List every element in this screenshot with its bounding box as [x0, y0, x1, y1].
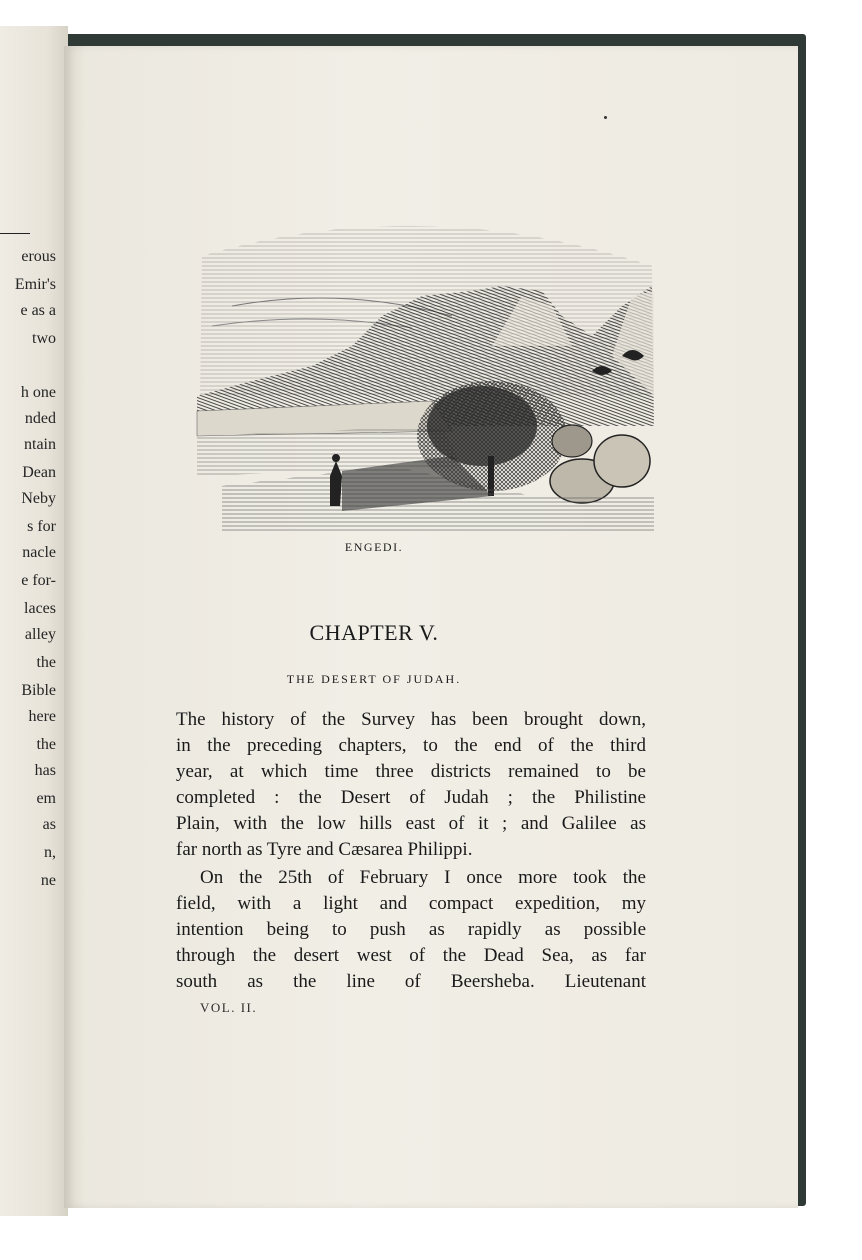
text-line: far north as Tyre and Cæsarea Philippi. [176, 839, 473, 860]
left-page-fragment: two [32, 330, 56, 347]
left-page-fragment: ntain [24, 436, 56, 453]
chapter-heading: CHAPTER V. [309, 620, 439, 645]
text-line: south as the line of Beersheba. Lieutenant [176, 971, 646, 992]
text-line: in the preceding chapters, to the end of the third [176, 735, 646, 756]
left-page-fragment: Emir's [14, 276, 56, 293]
left-page-fragment: nded [24, 410, 56, 427]
text-line: through the desert west of the Dead Sea, as far [176, 945, 646, 966]
left-page [0, 26, 68, 1216]
right-page [64, 46, 798, 1208]
left-page-fragment: the [36, 654, 56, 671]
engedi-engraving [192, 196, 658, 532]
left-page-fragment: h one [20, 384, 56, 401]
left-page-fragment: e as a [20, 302, 56, 319]
left-page-fragment: e for- [21, 572, 56, 589]
left-page-fragment: here [28, 708, 56, 725]
left-page-fragment: the [36, 736, 56, 753]
left-page-fragment: Bible [21, 682, 56, 699]
left-page-rule [0, 233, 30, 234]
illustration-caption: ENGEDI. [344, 540, 404, 554]
text-line: On the 25th of February I once more took the [200, 867, 646, 888]
left-page-fragment: em [36, 790, 56, 807]
left-page-fragment: ne [40, 872, 56, 889]
text-line: completed : the Desert of Judah ; the Philistine [176, 787, 646, 808]
left-page-fragment: alley [24, 626, 56, 643]
left-page-fragment: erous [21, 248, 56, 265]
left-page-fragment: laces [24, 600, 56, 617]
text-line: field, with a light and compact expedition, my [176, 893, 646, 914]
text-line: Plain, with the low hills east of it ; and Galilee as [176, 813, 646, 834]
left-page-fragment: n, [44, 844, 56, 861]
left-page-fragment: has [34, 762, 56, 779]
left-page-fragment: Neby [21, 490, 56, 507]
signature-mark: VOL. II. [200, 1000, 258, 1015]
left-page-fragment: as [42, 816, 56, 833]
page-speck [604, 116, 607, 119]
left-page-fragment: s for [27, 518, 56, 535]
text-line: year, at which time three districts remained to be [176, 761, 646, 782]
left-page-fragment: nacle [22, 544, 56, 561]
text-line: The history of the Survey has been brought down, [176, 709, 646, 730]
left-page-fragment: Dean [22, 464, 56, 481]
chapter-subtitle: THE DESERT OF JUDAH. [286, 672, 462, 686]
text-line: intention being to push as rapidly as possible [176, 919, 646, 940]
